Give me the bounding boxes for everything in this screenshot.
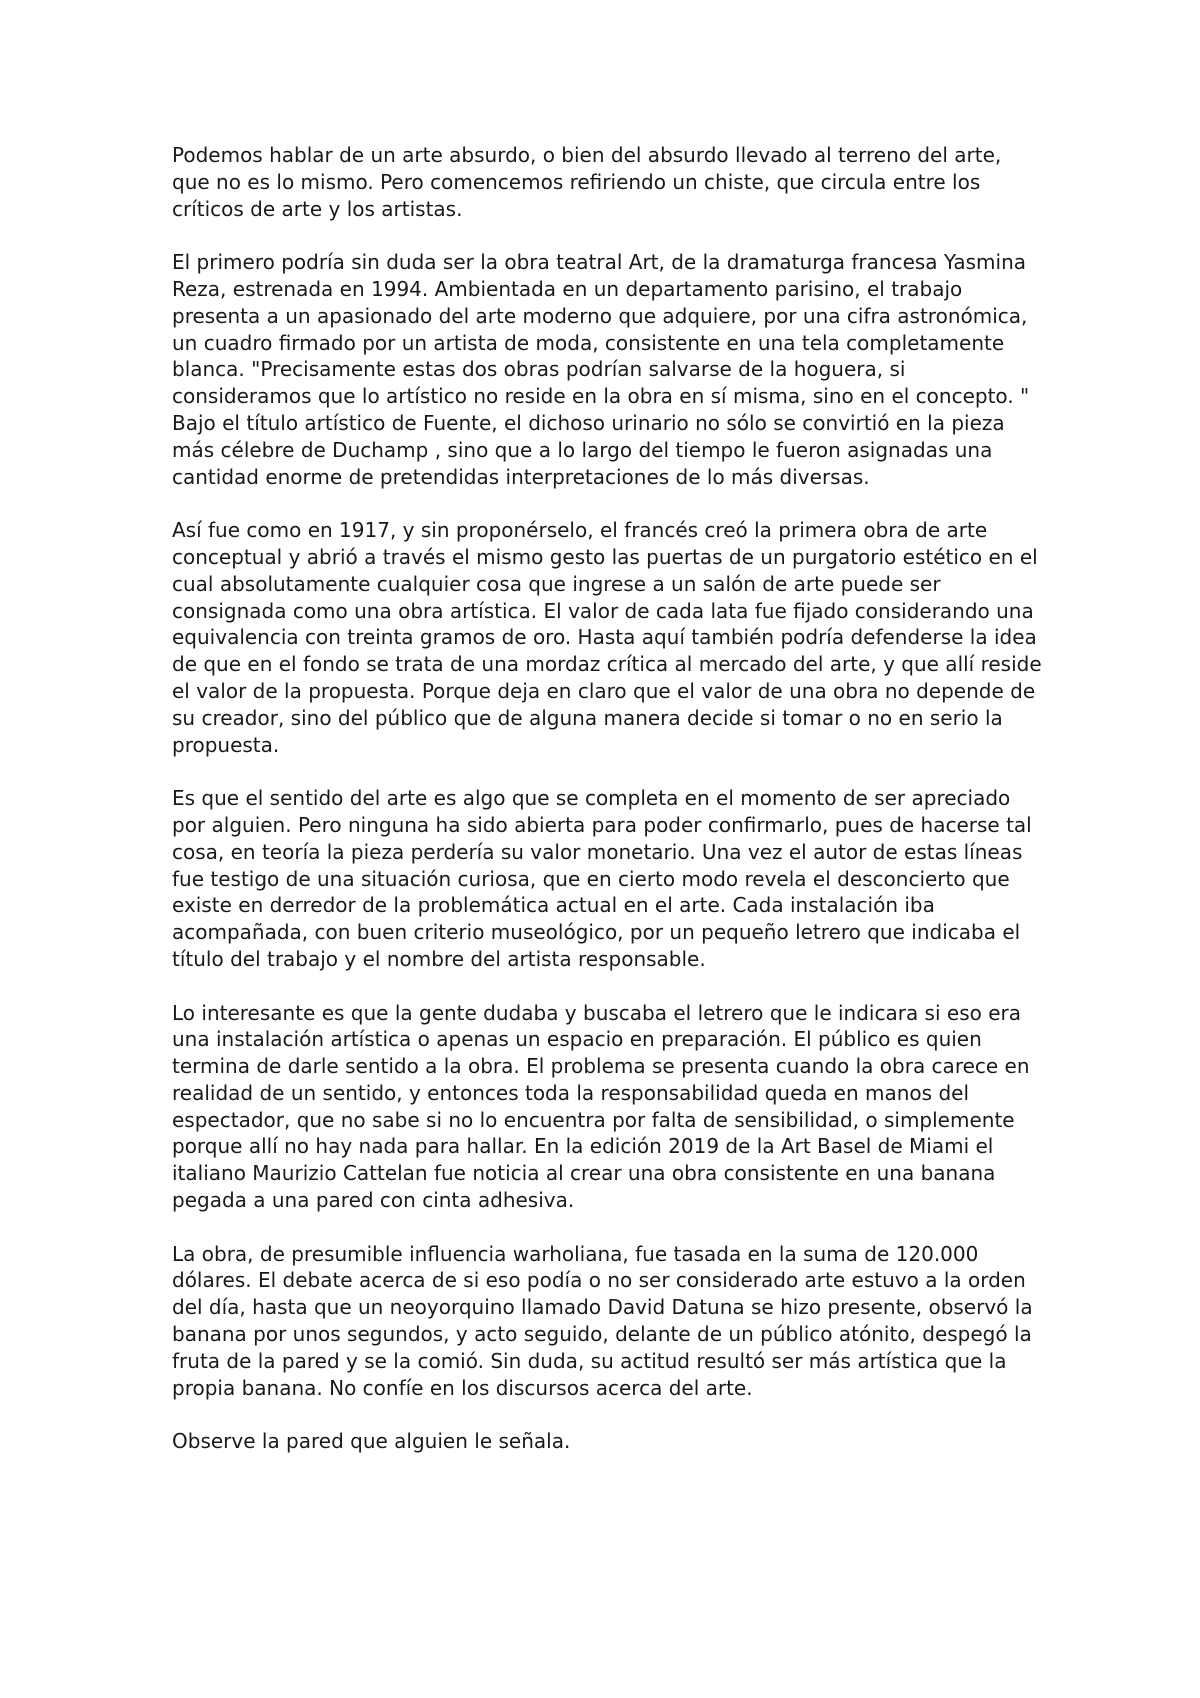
paragraph-2: El primero podría sin duda ser la obra teatral Art, de la dramaturga francesa Yasmina Reza, estrenada en 1994. Ambientada en un departamento parisino, el trabajo presenta a un apasionado del arte moderno que adquiere, por una cifra astronómica, un cuadro firmado por un artista de moda, consistente en una tela completamente blanca. "Precisamente estas dos obras podrían salvarse de la hoguera, si consideramos que lo artístico no reside en la obra en sí misma, sino en el concepto. " Bajo el título artístico de Fuente, el dichoso urinario no sólo se convirtió en la pieza más célebre de Duchamp , sino que a lo largo del tiempo le fueron asignadas una cantidad enorme de pretendidas interpretaciones de lo más diversas.	[172, 250, 1030, 489]
paragraph-7: Observe la pared que alguien le señala.	[172, 1429, 571, 1454]
paragraph-4: Es que el sentido del arte es algo que se completa en el momento de ser apreciado por alguien. Pero ninguna ha sido abierta para poder confirmarlo, pues de hacerse tal cosa, en teoría la pieza perdería su valor monetario. Una vez el autor de estas líneas fue testigo de una situación curiosa, que en cierto modo revela el desconcierto que existe en derredor de la problemática actual en el arte. Cada instalación iba acompañada, con buen criterio museológico, por un pequeño letrero que indicaba el título del trabajo y el nombre del artista responsable.	[172, 786, 1032, 971]
paragraph-6: La obra, de presumible influencia warholiana, fue tasada en la suma de 120.000 dólares. El debate acerca de si eso podía o no ser considerado arte estuvo a la orden del día, hasta que un neoyorquino llamado David Datuna se hizo presente, observó la banana por unos segundos, y acto seguido, delante de un público atónito, despegó la fruta de la pared y se la comió. Sin duda, su actitud resultó ser más artística que la propia banana. No confíe en los discursos acerca del arte.	[172, 1241, 1033, 1400]
document-body	[172, 142, 1042, 1482]
paragraph-3: Así fue como en 1917, y sin proponérselo, el francés creó la primera obra de arte conceptual y abrió a través el mismo gesto las puertas de un purgatorio estético en el cual absolutamente cualquier cosa que ingrese a un salón de arte puede ser consignada como una obra artística. El valor de cada lata fue fijado considerando una equivalencia con treinta gramos de oro. Hasta aquí también podría defenderse la idea de que en el fondo se trata de una mordaz crítica al mercado del arte, y que allí reside el valor de la propuesta. Porque deja en claro que el valor de una obra no depende de su creador, sino del público que de alguna manera decide si tomar o no en serio la propuesta.	[172, 518, 1042, 757]
paragraph-1: Podemos hablar de un arte absurdo, o bien del absurdo llevado al terreno del arte, que no es lo mismo. Pero comencemos refiriendo un chiste, que circula entre los críticos de arte y los artistas.	[172, 143, 1002, 221]
paragraph-5: Lo interesante es que la gente dudaba y buscaba el letrero que le indicara si eso era una instalación artística o apenas un espacio en preparación. El público es quien termina de darle sentido a la obra. El problema se presenta cuando la obra carece en realidad de un sentido, y entonces toda la responsabilidad queda en manos del espectador, que no sabe si no lo encuentra por falta de sensibilidad, o simplemente porque allí no hay nada para hallar. En la edición 2019 de la Art Basel de Miami el italiano Maurizio Cattelan fue noticia al crear una obra consistente en una banana pegada a una pared con cinta adhesiva.	[172, 1000, 1030, 1213]
